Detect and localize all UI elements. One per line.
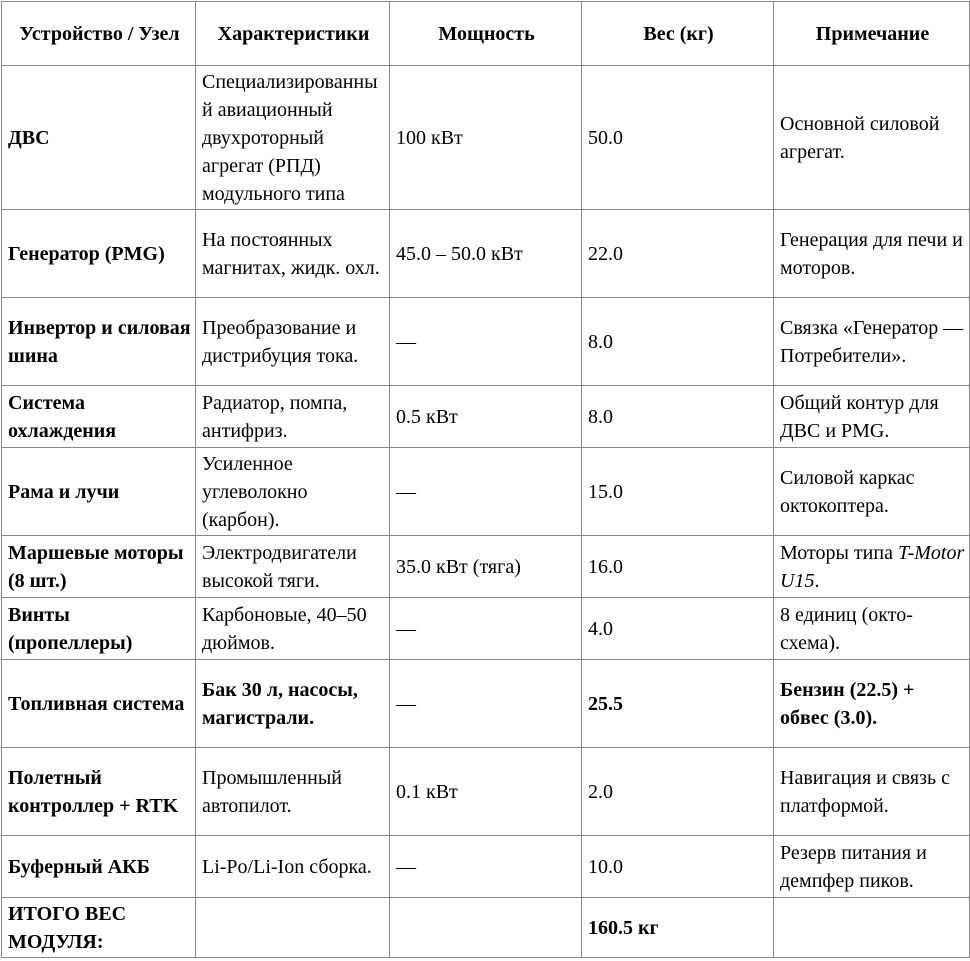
device-cell: Генератор (PMG) (2, 210, 196, 298)
note-cell: 8 единиц (окто-схема). (774, 598, 970, 660)
weight-cell: 22.0 (582, 210, 774, 298)
table-row (2, 298, 970, 386)
table-row (2, 748, 970, 836)
table-row (2, 66, 970, 210)
note-cell: Навигация и связь с платформой. (774, 748, 970, 836)
power-cell: 0.5 кВт (390, 386, 582, 448)
weight-cell: 50.0 (582, 66, 774, 210)
spec-cell: Промышленный автопилот. (196, 748, 390, 836)
header-power: Мощность (390, 2, 582, 66)
total-row (2, 898, 970, 958)
note-cell (774, 536, 970, 598)
header-note: Примечание (774, 2, 970, 66)
spec-cell: Преобразование и дистрибуция тока. (196, 298, 390, 386)
spec-cell: Электродвигатели высокой тяги. (196, 536, 390, 598)
total-weight: 160.5 кг (582, 898, 774, 958)
table-row (2, 598, 970, 660)
spec-cell: Карбоновые, 40–50 дюймов. (196, 598, 390, 660)
header-row (2, 2, 970, 66)
power-cell: — (390, 598, 582, 660)
header-weight: Вес (кг) (582, 2, 774, 66)
note-text: Моторы типа (780, 541, 898, 564)
device-cell: Система охлаждения (2, 386, 196, 448)
device-cell: Полетный контроллер + RTK (2, 748, 196, 836)
table-row (2, 660, 970, 748)
table-row (2, 448, 970, 536)
device-cell: Топливная система (2, 660, 196, 748)
power-cell: 100 кВт (390, 66, 582, 210)
weight-cell: 25.5 (582, 660, 774, 748)
note-cell: Связка «Генератор — Потребители». (774, 298, 970, 386)
power-cell: 35.0 кВт (тяга) (390, 536, 582, 598)
note-cell: Основной силовой агрегат. (774, 66, 970, 210)
spec-cell: Усиленное углеволокно (карбон). (196, 448, 390, 536)
device-cell: Рама и лучи (2, 448, 196, 536)
note-text: . (814, 569, 820, 592)
header-spec: Характеристики (196, 2, 390, 66)
power-cell: — (390, 298, 582, 386)
motor-model: T-Motor U15 (780, 541, 965, 592)
weight-cell: 8.0 (582, 386, 774, 448)
weight-cell: 16.0 (582, 536, 774, 598)
weight-cell: 2.0 (582, 748, 774, 836)
power-cell: — (390, 448, 582, 536)
note-cell: Генерация для печи и моторов. (774, 210, 970, 298)
note-cell: Общий контур для ДВС и PMG. (774, 386, 970, 448)
spec-cell: На постоянных магнитах, жидк. охл. (196, 210, 390, 298)
spec-cell: Специализированный авиационный двухроторный агрегат (РПД) модульного типа (196, 66, 390, 210)
weight-cell: 10.0 (582, 836, 774, 898)
device-cell: Винты (пропеллеры) (2, 598, 196, 660)
note-cell: Бензин (22.5) + обвес (3.0). (774, 660, 970, 748)
total-power-cell (390, 898, 582, 958)
note-cell: Резерв питания и демпфер пиков. (774, 836, 970, 898)
table-row (2, 536, 970, 598)
device-cell: Маршевые моторы (8 шт.) (2, 536, 196, 598)
device-cell: ДВС (2, 66, 196, 210)
table-row (2, 386, 970, 448)
note-cell: Силовой каркас октокоптера. (774, 448, 970, 536)
total-spec-cell (196, 898, 390, 958)
device-cell: Инвертор и силовая шина (2, 298, 196, 386)
spec-cell: Li-Po/Li-Ion сборка. (196, 836, 390, 898)
device-cell: Буферный АКБ (2, 836, 196, 898)
power-cell: — (390, 836, 582, 898)
table-row (2, 210, 970, 298)
spec-cell: Радиатор, помпа, антифриз. (196, 386, 390, 448)
power-cell: 45.0 – 50.0 кВт (390, 210, 582, 298)
total-note-cell (774, 898, 970, 958)
weight-cell: 4.0 (582, 598, 774, 660)
header-device: Устройство / Узел (2, 2, 196, 66)
weight-cell: 8.0 (582, 298, 774, 386)
power-cell: 0.1 кВт (390, 748, 582, 836)
total-label: ИТОГО ВЕС МОДУЛЯ: (2, 898, 196, 958)
spec-cell: Бак 30 л, насосы, магистрали. (196, 660, 390, 748)
power-cell: — (390, 660, 582, 748)
table-row (2, 836, 970, 898)
components-table (1, 1, 970, 958)
weight-cell: 15.0 (582, 448, 774, 536)
